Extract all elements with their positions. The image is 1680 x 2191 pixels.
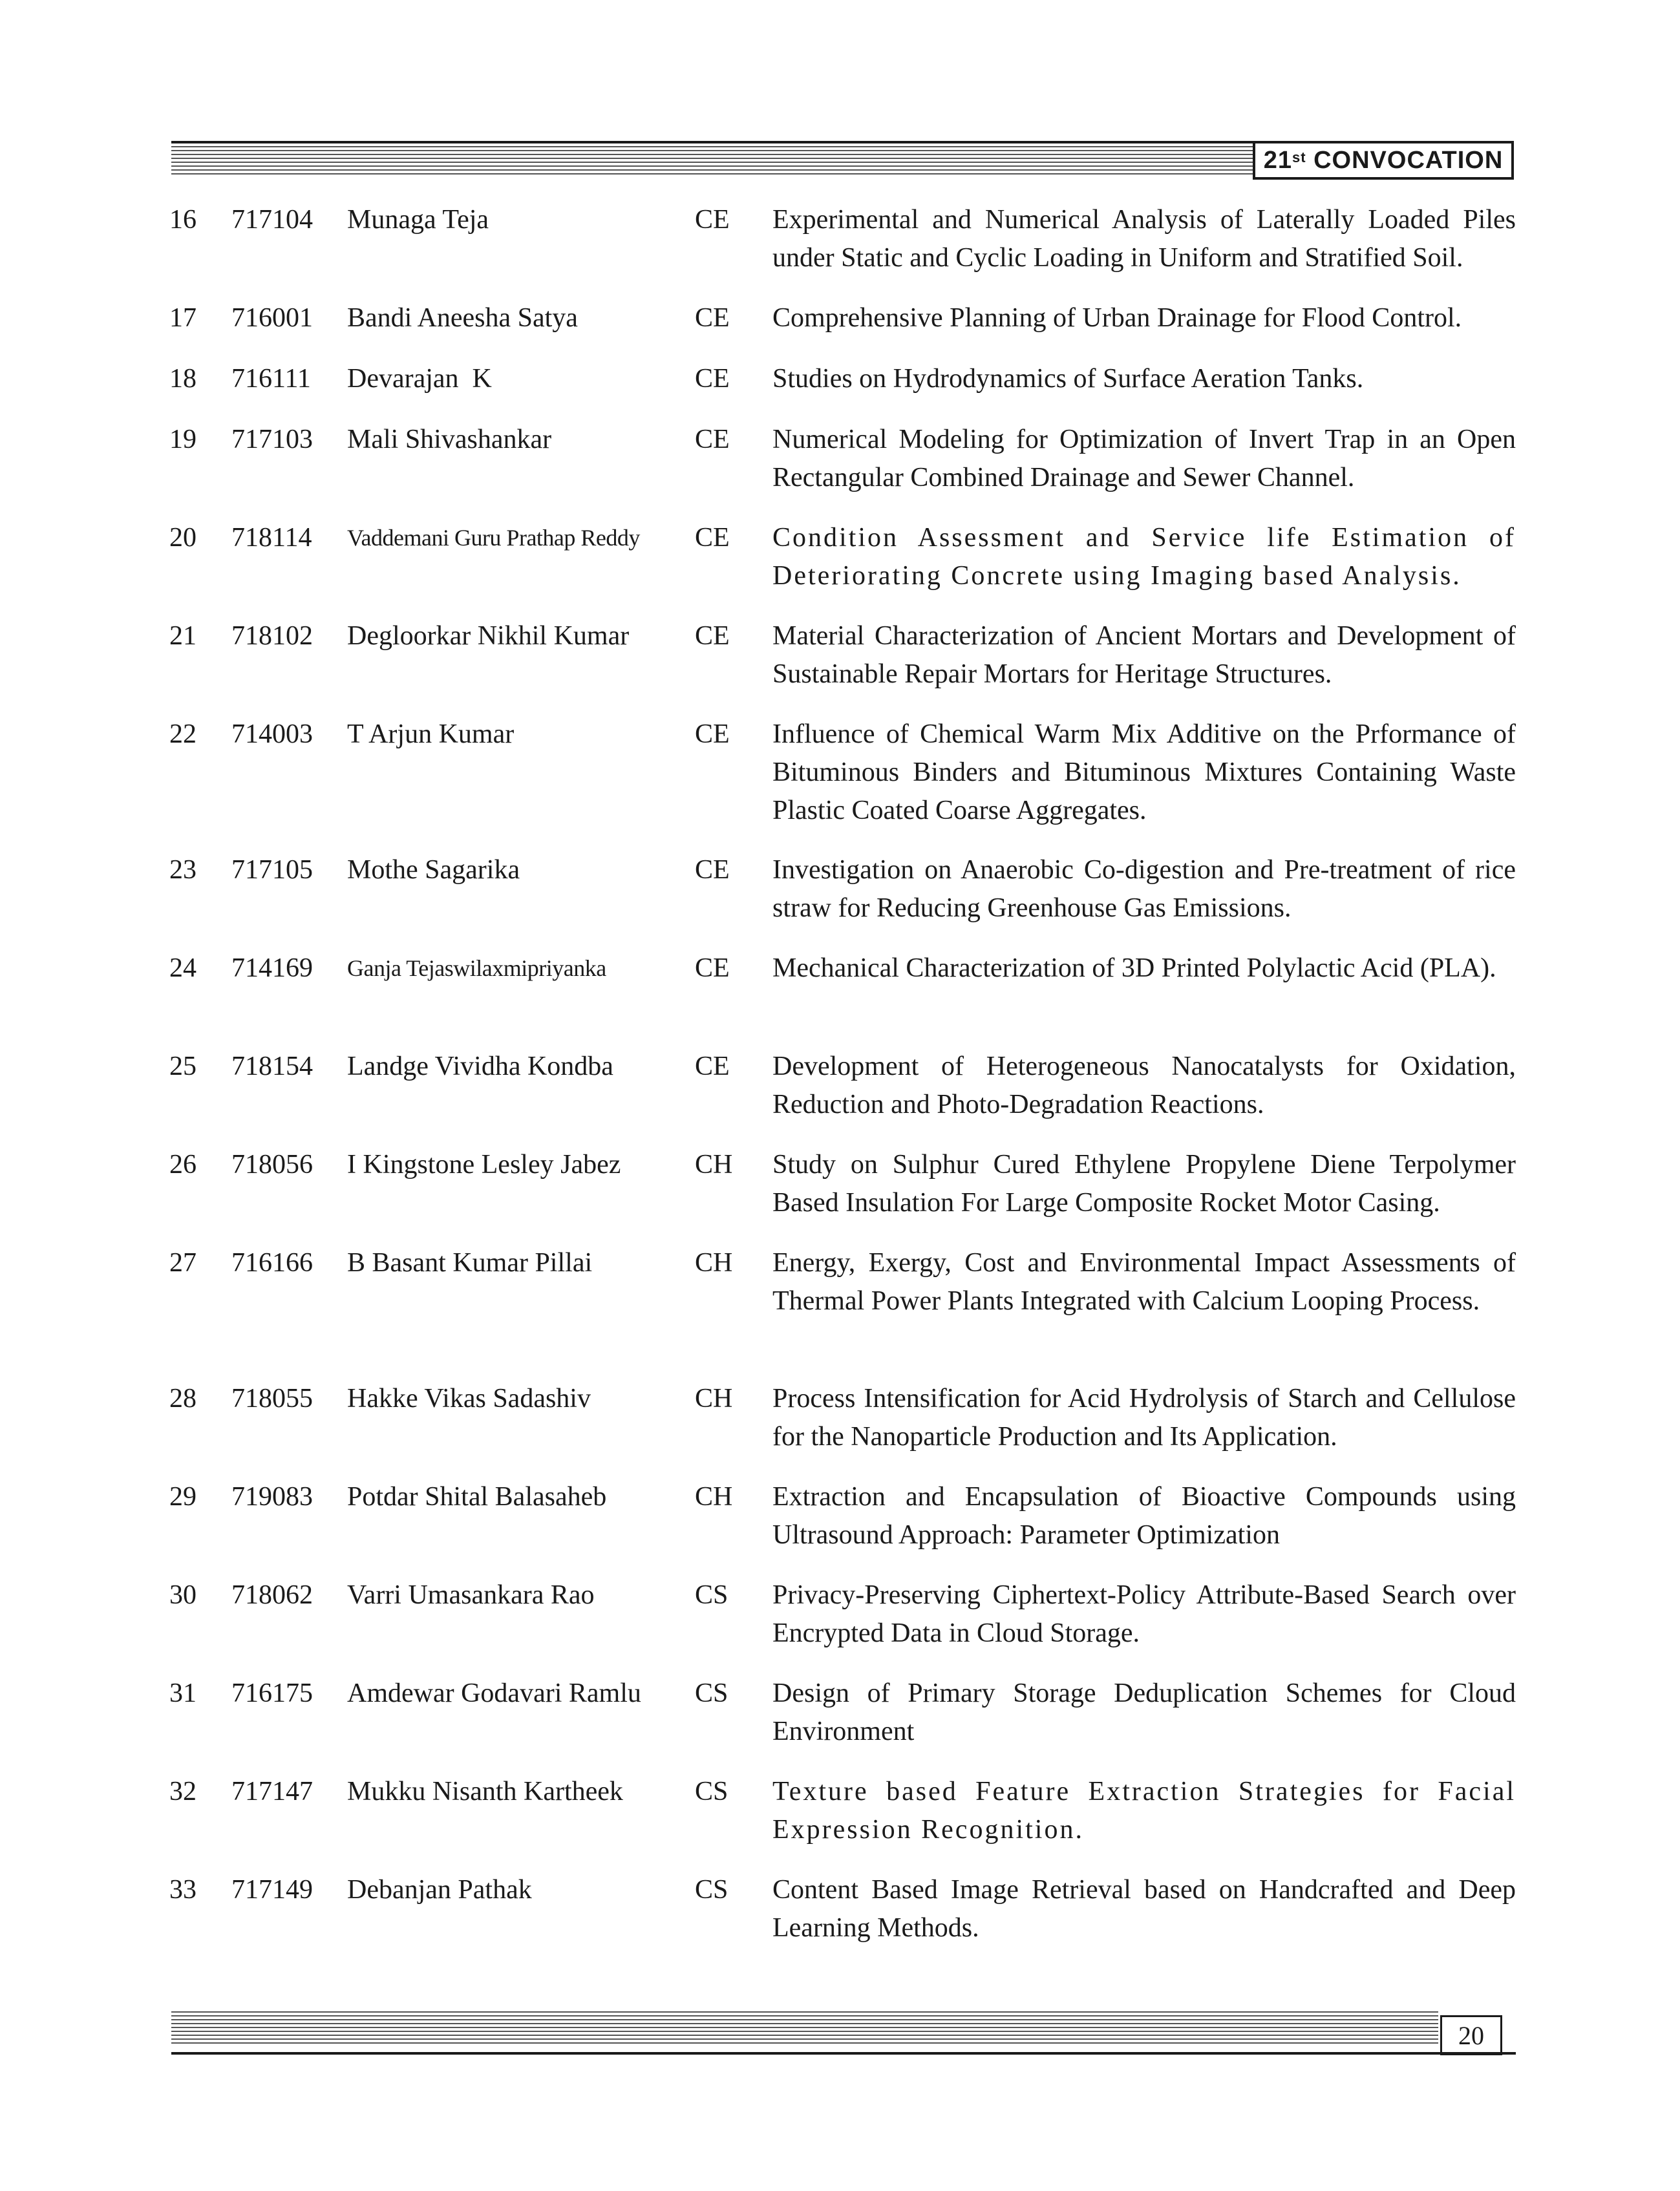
serial-number: 19 (169, 425, 197, 454)
department: CH (695, 1248, 733, 1278)
department: CE (695, 303, 730, 333)
serial-number: 20 (169, 523, 197, 553)
serial-number: 23 (169, 855, 197, 885)
student-name: Landge Vividha Kondba (347, 1052, 613, 1081)
serial-number: 28 (169, 1384, 197, 1413)
department: CE (695, 621, 730, 651)
department: CS (695, 1875, 728, 1905)
footer-bottom-rule (171, 2052, 1516, 2055)
student-name: I Kingstone Lesley Jabez (347, 1150, 621, 1180)
thesis-title: Texture based Feature Extraction Strategies for Facial Expression Recognition. (772, 1777, 1516, 1845)
header-rule-lines (171, 141, 1254, 178)
roll-number: 716175 (231, 1678, 313, 1708)
serial-number: 25 (169, 1052, 197, 1081)
serial-number: 16 (169, 205, 197, 235)
thesis-title: Condition Assessment and Service life Estimation of Deteriorating Concrete using Imaging based Analysis. (772, 523, 1516, 591)
serial-number: 18 (169, 364, 197, 394)
serial-number: 27 (169, 1248, 197, 1278)
roll-number: 717149 (231, 1875, 313, 1905)
student-name: Degloorkar Nikhil Kumar (347, 621, 630, 651)
thesis-title: Studies on Hydrodynamics of Surface Aeration Tanks. (772, 364, 1364, 394)
student-name: Munaga Teja (347, 205, 489, 235)
student-name: Hakke Vikas Sadashiv (347, 1384, 591, 1413)
student-name: Debanjan Pathak (347, 1875, 532, 1905)
student-name: Mothe Sagarika (347, 855, 520, 885)
convocation-label: CONVOCATION (1313, 146, 1504, 174)
student-name: Varri Umasankara Rao (347, 1580, 595, 1610)
student-name: Mali Shivashankar (347, 425, 552, 454)
department: CE (695, 425, 730, 454)
student-name: B Basant Kumar Pillai (347, 1248, 593, 1278)
thesis-title: Comprehensive Planning of Urban Drainage for Flood Control. (772, 303, 1462, 333)
department: CE (695, 953, 730, 983)
roll-number: 714003 (231, 719, 313, 749)
page-number: 20 (1440, 2015, 1502, 2055)
serial-number: 29 (169, 1482, 197, 1512)
thesis-title: Privacy-Preserving Ciphertext-Policy Attribute-Based Search over Encrypted Data in Cloud Storage. (772, 1580, 1516, 1648)
student-name: T Arjun Kumar (347, 719, 515, 749)
student-name: Potdar Shital Balasaheb (347, 1482, 607, 1512)
department: CE (695, 1052, 730, 1081)
thesis-title: Material Characterization of Ancient Mortars and Development of Sustainable Repair Mortars for Heritage Structures. (772, 621, 1516, 689)
thesis-title: Study on Sulphur Cured Ethylene Propylene Diene Terpolymer Based Insulation For Large Composite Rocket Motor Casing. (772, 1150, 1516, 1218)
thesis-title: Investigation on Anaerobic Co-digestion and Pre-treatment of rice straw for Reducing Greenhouse Gas Emissions. (772, 855, 1516, 923)
serial-number: 22 (169, 719, 197, 749)
serial-number: 33 (169, 1875, 197, 1905)
department: CH (695, 1482, 733, 1512)
serial-number: 17 (169, 303, 197, 333)
convocation-number: 21 (1263, 146, 1292, 174)
serial-number: 32 (169, 1777, 197, 1806)
serial-number: 31 (169, 1678, 197, 1708)
roll-number: 717105 (231, 855, 313, 885)
student-name: Devarajan K (347, 364, 492, 394)
thesis-title: Content Based Image Retrieval based on Handcrafted and Deep Learning Methods. (772, 1875, 1516, 1943)
department: CS (695, 1678, 728, 1708)
department: CE (695, 719, 730, 749)
department: CS (695, 1580, 728, 1610)
roll-number: 718055 (231, 1384, 313, 1413)
roll-number: 717104 (231, 205, 313, 235)
thesis-title: Development of Heterogeneous Nanocatalysts for Oxidation, Reduction and Photo-Degradation Reactions. (772, 1052, 1516, 1119)
thesis-title: Influence of Chemical Warm Mix Additive on the Prformance of Bituminous Binders and Bituminous Mixtures Containing Waste Plastic Coated Coarse Aggregates. (772, 719, 1516, 825)
department: CE (695, 205, 730, 235)
department: CS (695, 1777, 728, 1806)
thesis-title: Experimental and Numerical Analysis of Laterally Loaded Piles under Static and Cyclic Loading in Uniform and Stratified Soil. (772, 205, 1516, 273)
student-name: Bandi Aneesha Satya (347, 303, 578, 333)
thesis-title: Mechanical Characterization of 3D Printed Polylactic Acid (PLA). (772, 953, 1496, 983)
thesis-title: Design of Primary Storage Deduplication Schemes for Cloud Environment (772, 1678, 1516, 1746)
serial-number: 26 (169, 1150, 197, 1180)
department: CE (695, 364, 730, 394)
thesis-title: Extraction and Encapsulation of Bioactive Compounds using Ultrasound Approach: Parameter Optimization (772, 1482, 1516, 1550)
convocation-suffix: st (1292, 149, 1306, 165)
convocation-badge (1253, 141, 1514, 180)
student-name: Mukku Nisanth Kartheek (347, 1777, 623, 1806)
department: CE (695, 855, 730, 885)
student-name: Vaddemani Guru Prathap Reddy (347, 525, 640, 551)
roll-number: 718102 (231, 621, 313, 651)
student-name: Amdewar Godavari Ramlu (347, 1678, 641, 1708)
roll-number: 716166 (231, 1248, 313, 1278)
roll-number: 718056 (231, 1150, 313, 1180)
thesis-title: Energy, Exergy, Cost and Environmental Impact Assessments of Thermal Power Plants Integrated with Calcium Looping Process. (772, 1248, 1516, 1316)
department: CH (695, 1384, 733, 1413)
thesis-title: Numerical Modeling for Optimization of Invert Trap in an Open Rectangular Combined Drainage and Sewer Channel. (772, 425, 1516, 492)
roll-number: 719083 (231, 1482, 313, 1512)
department: CH (695, 1150, 733, 1180)
roll-number: 716001 (231, 303, 313, 333)
roll-number: 718154 (231, 1052, 313, 1081)
roll-number: 718114 (231, 523, 312, 553)
roll-number: 716111 (231, 364, 311, 394)
footer-rule (171, 2011, 1516, 2050)
serial-number: 24 (169, 953, 197, 983)
roll-number: 714169 (231, 953, 313, 983)
serial-number: 30 (169, 1580, 197, 1610)
student-name: Ganja Tejaswilaxmipriyanka (347, 955, 606, 981)
serial-number: 21 (169, 621, 197, 651)
department: CE (695, 523, 730, 553)
roll-number: 718062 (231, 1580, 313, 1610)
roll-number: 717103 (231, 425, 313, 454)
thesis-title: Process Intensification for Acid Hydrolysis of Starch and Cellulose for the Nanoparticle Production and Its Application. (772, 1384, 1516, 1452)
footer-rule-lines (171, 2011, 1438, 2049)
roll-number: 717147 (231, 1777, 313, 1806)
